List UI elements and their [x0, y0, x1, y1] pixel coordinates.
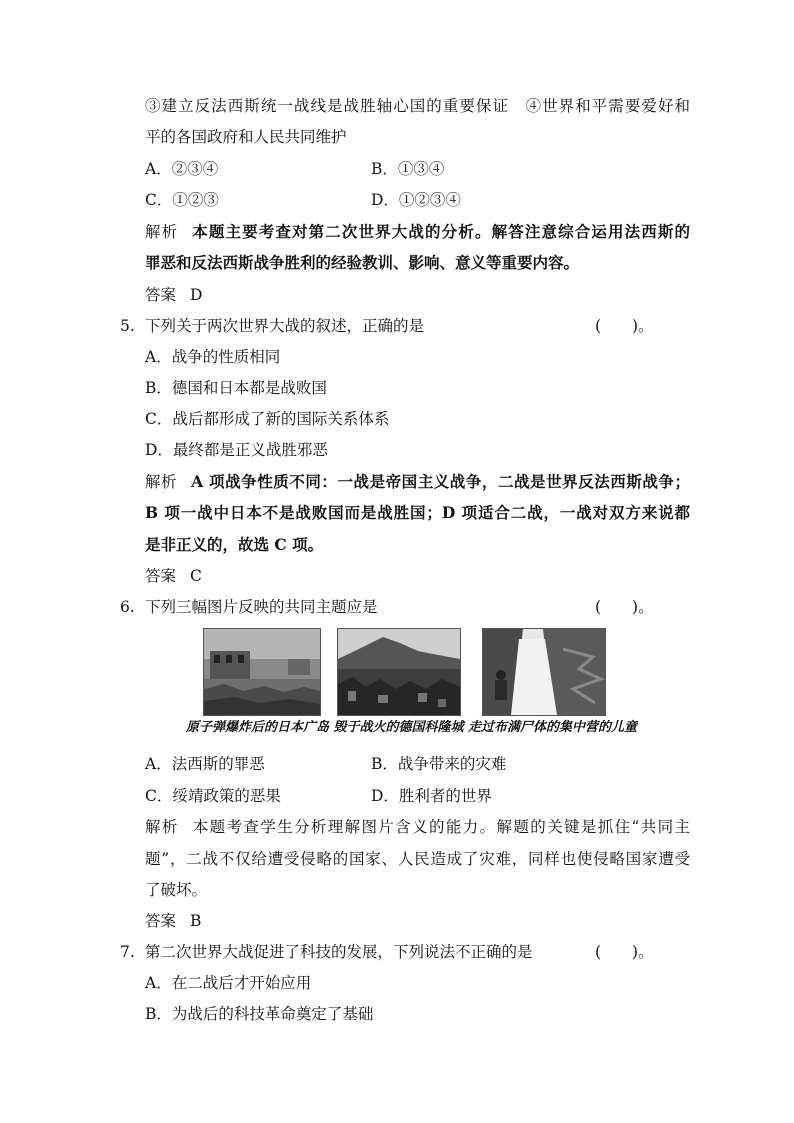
answer-line: [145, 285, 690, 305]
option-a: A．战争的性质相同: [145, 348, 281, 366]
option-d: D．最终都是正义战胜邪恶: [145, 441, 328, 459]
answer-blank: ( )。: [595, 598, 654, 616]
option-d: D．胜利者的世界: [371, 787, 492, 805]
analysis-line: [145, 472, 690, 492]
option-c: C．战后都形成了新的国际关系体系: [145, 410, 390, 428]
analysis-text: B 项一战中日本不是战败国而是战胜国；D 项适合二战，一战对双方来说都: [145, 503, 690, 522]
concentration-camp-photo: [482, 628, 606, 716]
image-caption: 原子弹爆炸后的日本广岛 毁于战火的德国科隆城 走过布满尸体的集中营的儿童: [186, 720, 638, 735]
statement-3-4: ③建立反法西斯统一战线是战胜轴心国的重要保证 ④世界和平需要爱好和: [145, 97, 690, 115]
statement-4-cont: 平的各国政府和人民共同维护: [145, 128, 347, 146]
question-stem: 第二次世界大战促进了科技的发展，下列说法不正确的是: [145, 943, 533, 961]
option-b: B．①③④: [371, 160, 445, 178]
option-a: A．在二战后才开始应用: [145, 974, 312, 992]
analysis-label: 解析: [145, 473, 178, 491]
option-b: B．为战后的科技革命奠定了基础: [145, 1005, 374, 1023]
option-a: A．②③④: [145, 160, 219, 178]
question-stem: 下列三幅图片反映的共同主题应是: [145, 598, 378, 616]
question-number: 5.: [120, 317, 135, 335]
analysis-text: 罪恶和反法西斯战争胜利的经验教训、影响、意义等重要内容。: [145, 253, 580, 272]
analysis-label: 解析: [145, 223, 179, 241]
answer-label: 答案: [145, 286, 177, 304]
question-number: 7.: [120, 943, 135, 961]
answer-label: 答案: [145, 912, 177, 930]
option-b: B．德国和日本都是战败国: [145, 379, 327, 397]
cologne-photo: [337, 628, 461, 716]
analysis-label: 解析: [145, 818, 179, 836]
option-b: B．战争带来的灾难: [371, 755, 507, 773]
analysis-line: [145, 222, 690, 242]
answer-value: C: [190, 567, 202, 585]
analysis-text: 了破坏。: [145, 881, 208, 899]
answer-blank: ( )。: [595, 317, 654, 335]
analysis-text: 是非正义的，故选 C 项。: [145, 535, 324, 554]
analysis-text: 本题考查学生分析理解图片含义的能力。解题的关键是抓住“共同主: [192, 818, 690, 836]
option-c: C．①②③: [145, 191, 219, 209]
analysis-text: A 项战争性质不同：一战是帝国主义战争，二战是世界反法西斯战争；: [191, 472, 690, 491]
answer-value: D: [190, 286, 203, 304]
question-stem: 下列关于两次世界大战的叙述，正确的是: [145, 317, 425, 335]
hiroshima-photo: [203, 628, 321, 716]
option-d: D．①②③④: [371, 191, 461, 209]
answer-line: [145, 911, 690, 931]
answer-label: 答案: [145, 567, 177, 585]
option-a: A．法西斯的罪恶: [145, 755, 265, 773]
answer-line: [145, 566, 690, 586]
analysis-text: 题”，二战不仅给遭受侵略的国家、人民造成了灾难，同样也使侵略国家遭受: [145, 850, 690, 868]
answer-blank: ( )。: [595, 943, 654, 961]
option-c: C．绥靖政策的恶果: [145, 787, 281, 805]
question-number: 6.: [120, 598, 135, 616]
answer-value: B: [190, 912, 202, 930]
analysis-line: [145, 817, 690, 837]
analysis-text: 本题主要考查对第二次世界大战的分析。解答注意综合运用法西斯的: [192, 222, 690, 241]
